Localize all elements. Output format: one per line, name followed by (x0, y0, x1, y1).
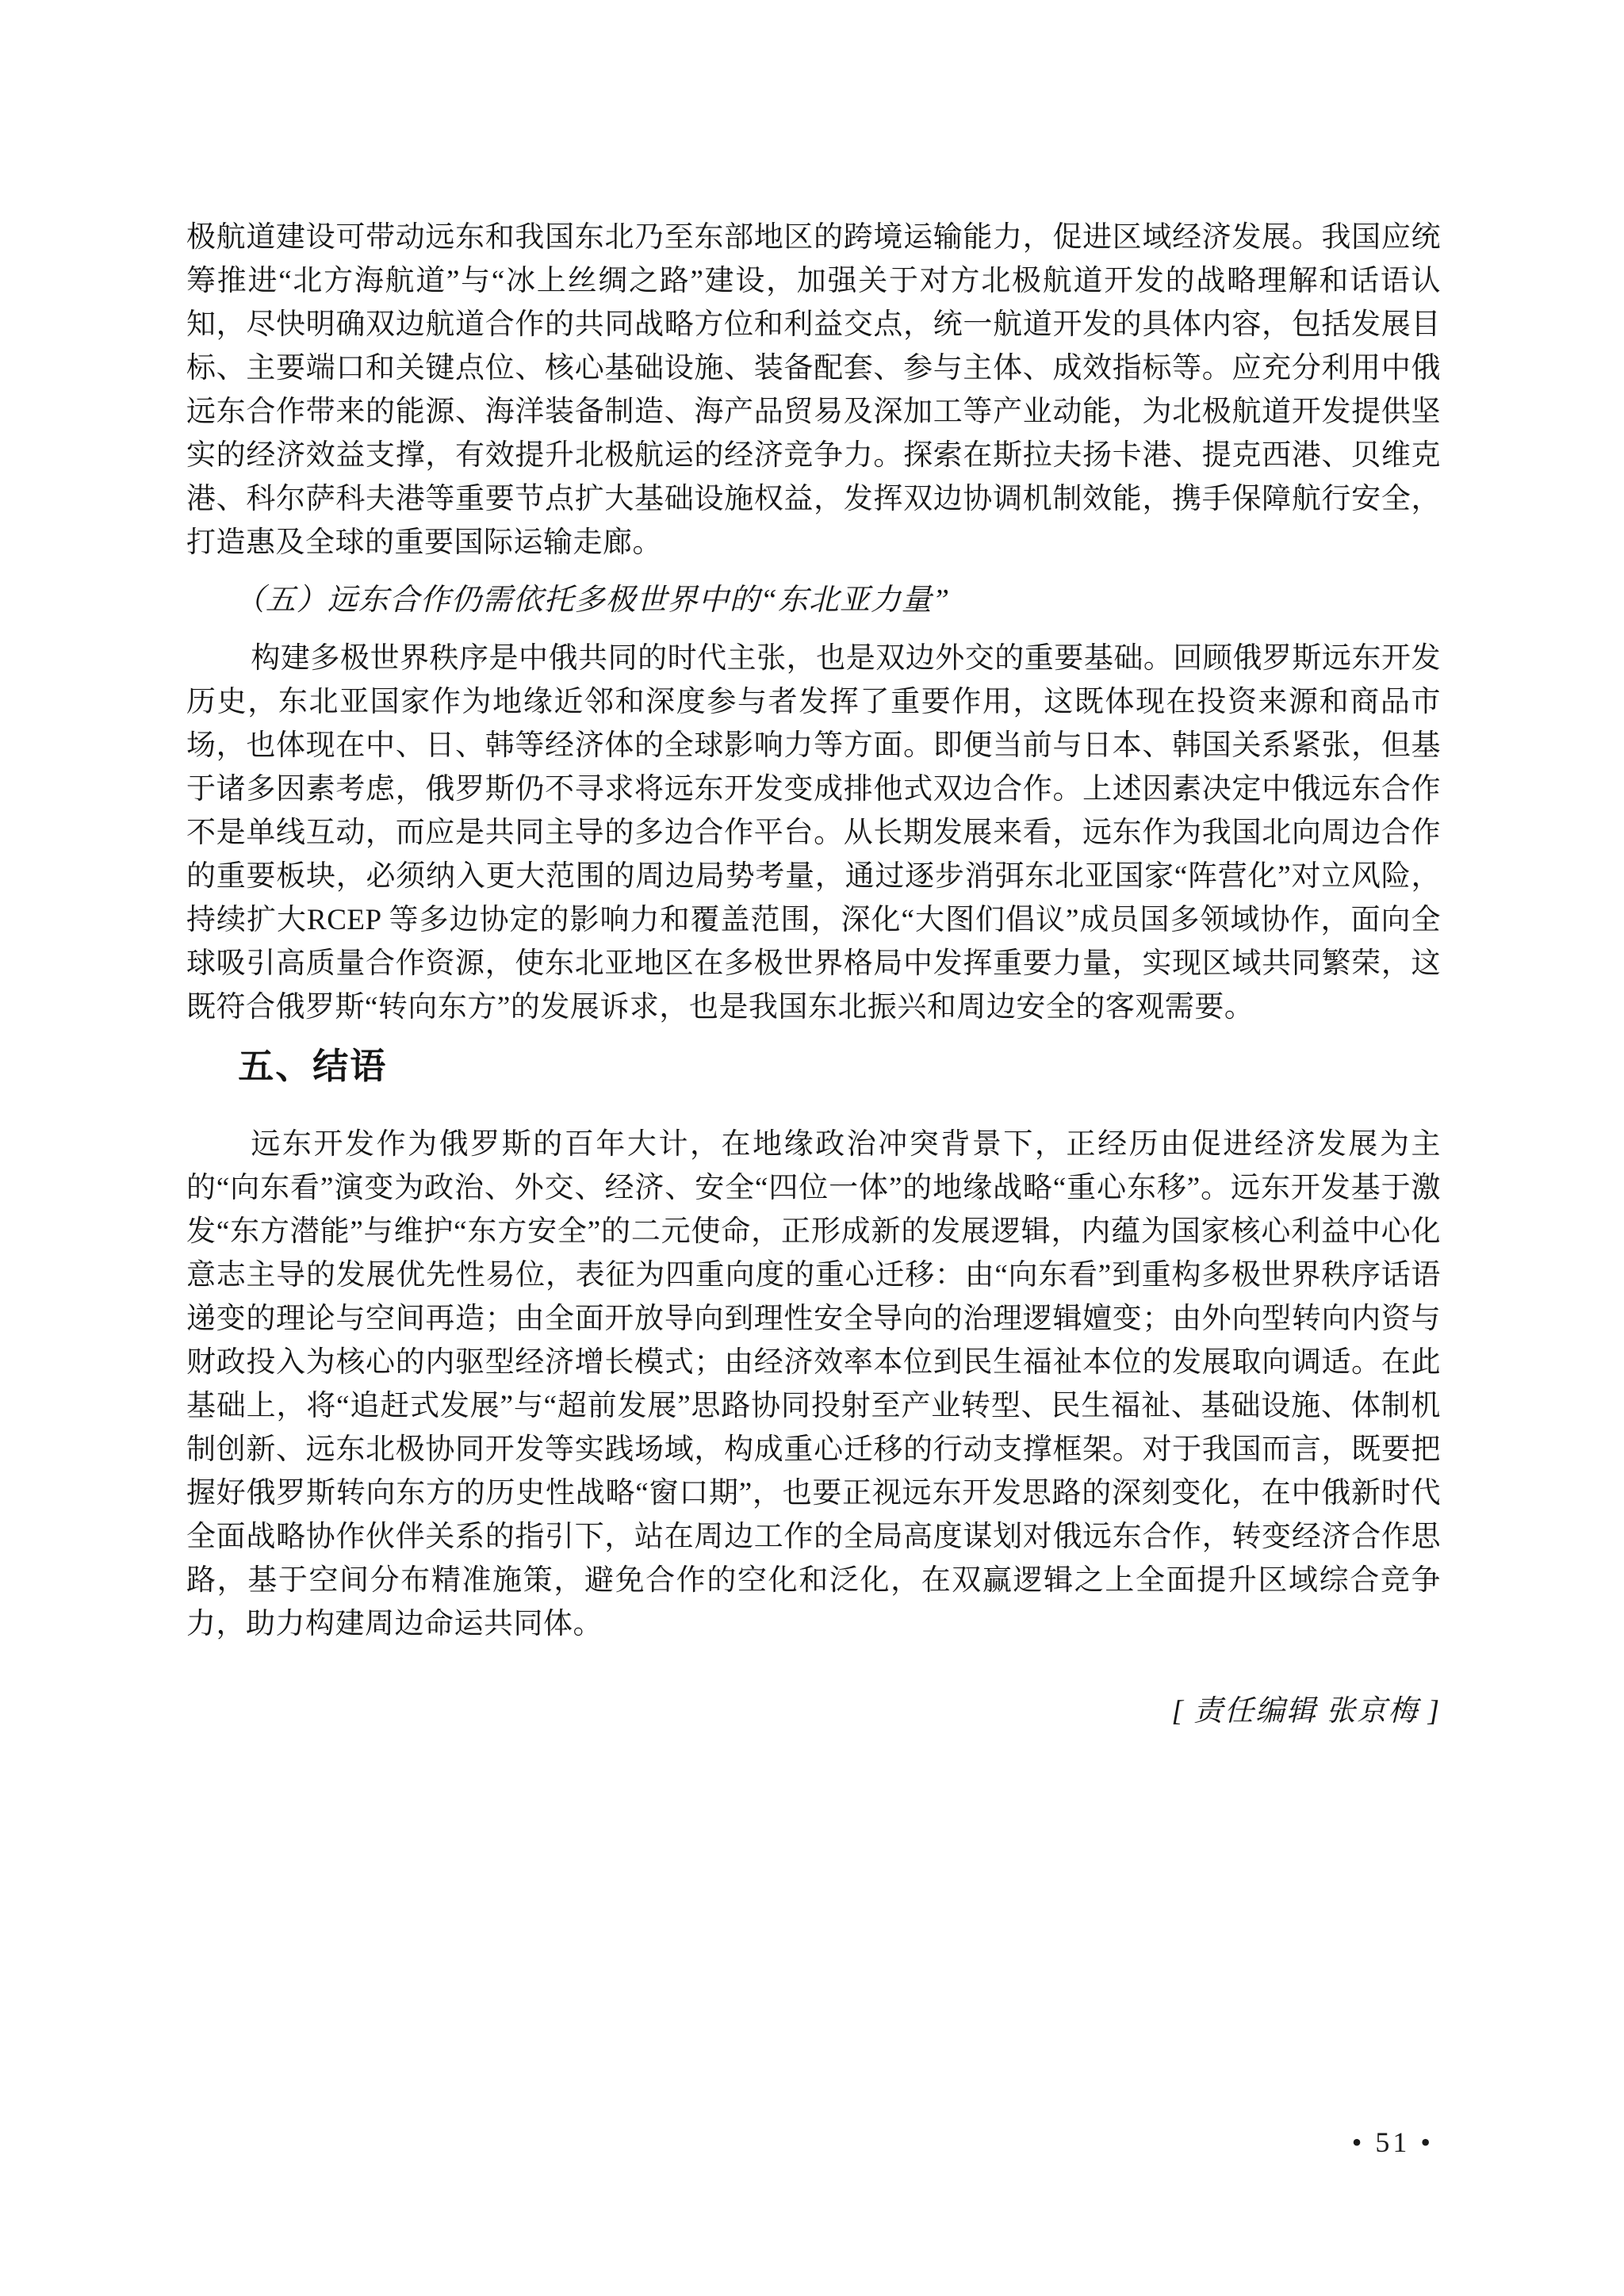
paragraph-conclusion: 远东开发作为俄罗斯的百年大计，在地缘政治冲突背景下，正经历由促进经济发展为主的“向东看”演变为政治、外交、经济、安全“四位一体”的地缘战略“重心东移”。远东开发基于激发“东方潜能”与维护“东方安全”的二元使命，正形成新的发展逻辑，内蕴为国家核心利益中心化意志主导的发展优先性易位，表征为四重向度的重心迁移：由“向东看”到重构多极世界秩序话语递变的理论与空间再造；由全面开放导向到理性安全导向的治理逻辑嬗变；由外向型转向内资与财政投入为核心的内驱型经济增长模式；由经济效率本位到民生福祉本位的发展取向调适。在此基础上，将“追赶式发展”与“超前发展”思路协同投射至产业转型、民生福祉、基础设施、体制机制创新、远东北极协同开发等实践场域，构成重心迁移的行动支撑框架。对于我国而言，既要把握好俄罗斯转向东方的历史性战略“窗口期”，也要正视远东开发思路的深刻变化，在中俄新时代全面战略协作伙伴关系的指引下，站在周边工作的全局高度谋划对俄远东合作，转变经济合作思路，基于空间分布精准施策，避免合作的空化和泛化，在双赢逻辑之上全面提升区域综合竞争力，助力构建周边命运共同体。 (186, 1128, 1441, 1640)
article-body (186, 216, 1441, 1733)
editor-credit: [ 责任编辑 张京梅 ] (1171, 1695, 1441, 1728)
page-number: • 51 • (1351, 2126, 1434, 2158)
section-heading-conclusion: 五、结语 (238, 1046, 388, 1086)
subsection-heading: （五）远东合作仍需依托多极世界中的“东北亚力量” (234, 584, 951, 617)
paragraph-multipolar-order: 构建多极世界秩序是中俄共同的时代主张，也是双边外交的重要基础。回顾俄罗斯远东开发历史，东北亚国家作为地缘近邻和深度参与者发挥了重要作用，这既体现在投资来源和商品市场，也体现在中、日、韩等经济体的全球影响力等方面。即便当前与日本、韩国关系紧张，但基于诸多因素考虑，俄罗斯仍不寻求将远东开发变成排他式双边合作。上述因素决定中俄远东合作不是单线互动，而应是共同主导的多边合作平台。从长期发展来看，远东作为我国北向周边合作的重要板块，必须纳入更大范围的周边局势考量，通过逐步消弭东北亚国家“阵营化”对立风险，持续扩大RCEP 等多边协定的影响力和覆盖范围，深化“大图们倡议”成员国多领域协作，面向全球吸引高质量合作资源，使东北亚地区在多极世界格局中发挥重要力量，实现区域共同繁荣，这既符合俄罗斯“转向东方”的发展诉求，也是我国东北振兴和周边安全的客观需要。 (186, 642, 1441, 1024)
paragraph-continuation: 极航道建设可带动远东和我国东北乃至东部地区的跨境运输能力，促进区域经济发展。我国应统筹推进“北方海航道”与“冰上丝绸之路”建设，加强关于对方北极航道开发的战略理解和话语认知，尽快明确双边航道合作的共同战略方位和利益交点，统一航道开发的具体内容，包括发展目标、主要端口和关键点位、核心基础设施、装备配套、参与主体、成效指标等。应充分利用中俄远东合作带来的能源、海洋装备制造、海产品贸易及深加工等产业动能，为北极航道开发提供坚实的经济效益支撑，有效提升北极航运的经济竞争力。探索在斯拉夫扬卡港、提克西港、贝维克港、科尔萨科夫港等重要节点扩大基础设施权益，发挥双边协调机制效能，携手保障航行安全，打造惠及全球的重要国际运输走廊。 (186, 221, 1441, 559)
